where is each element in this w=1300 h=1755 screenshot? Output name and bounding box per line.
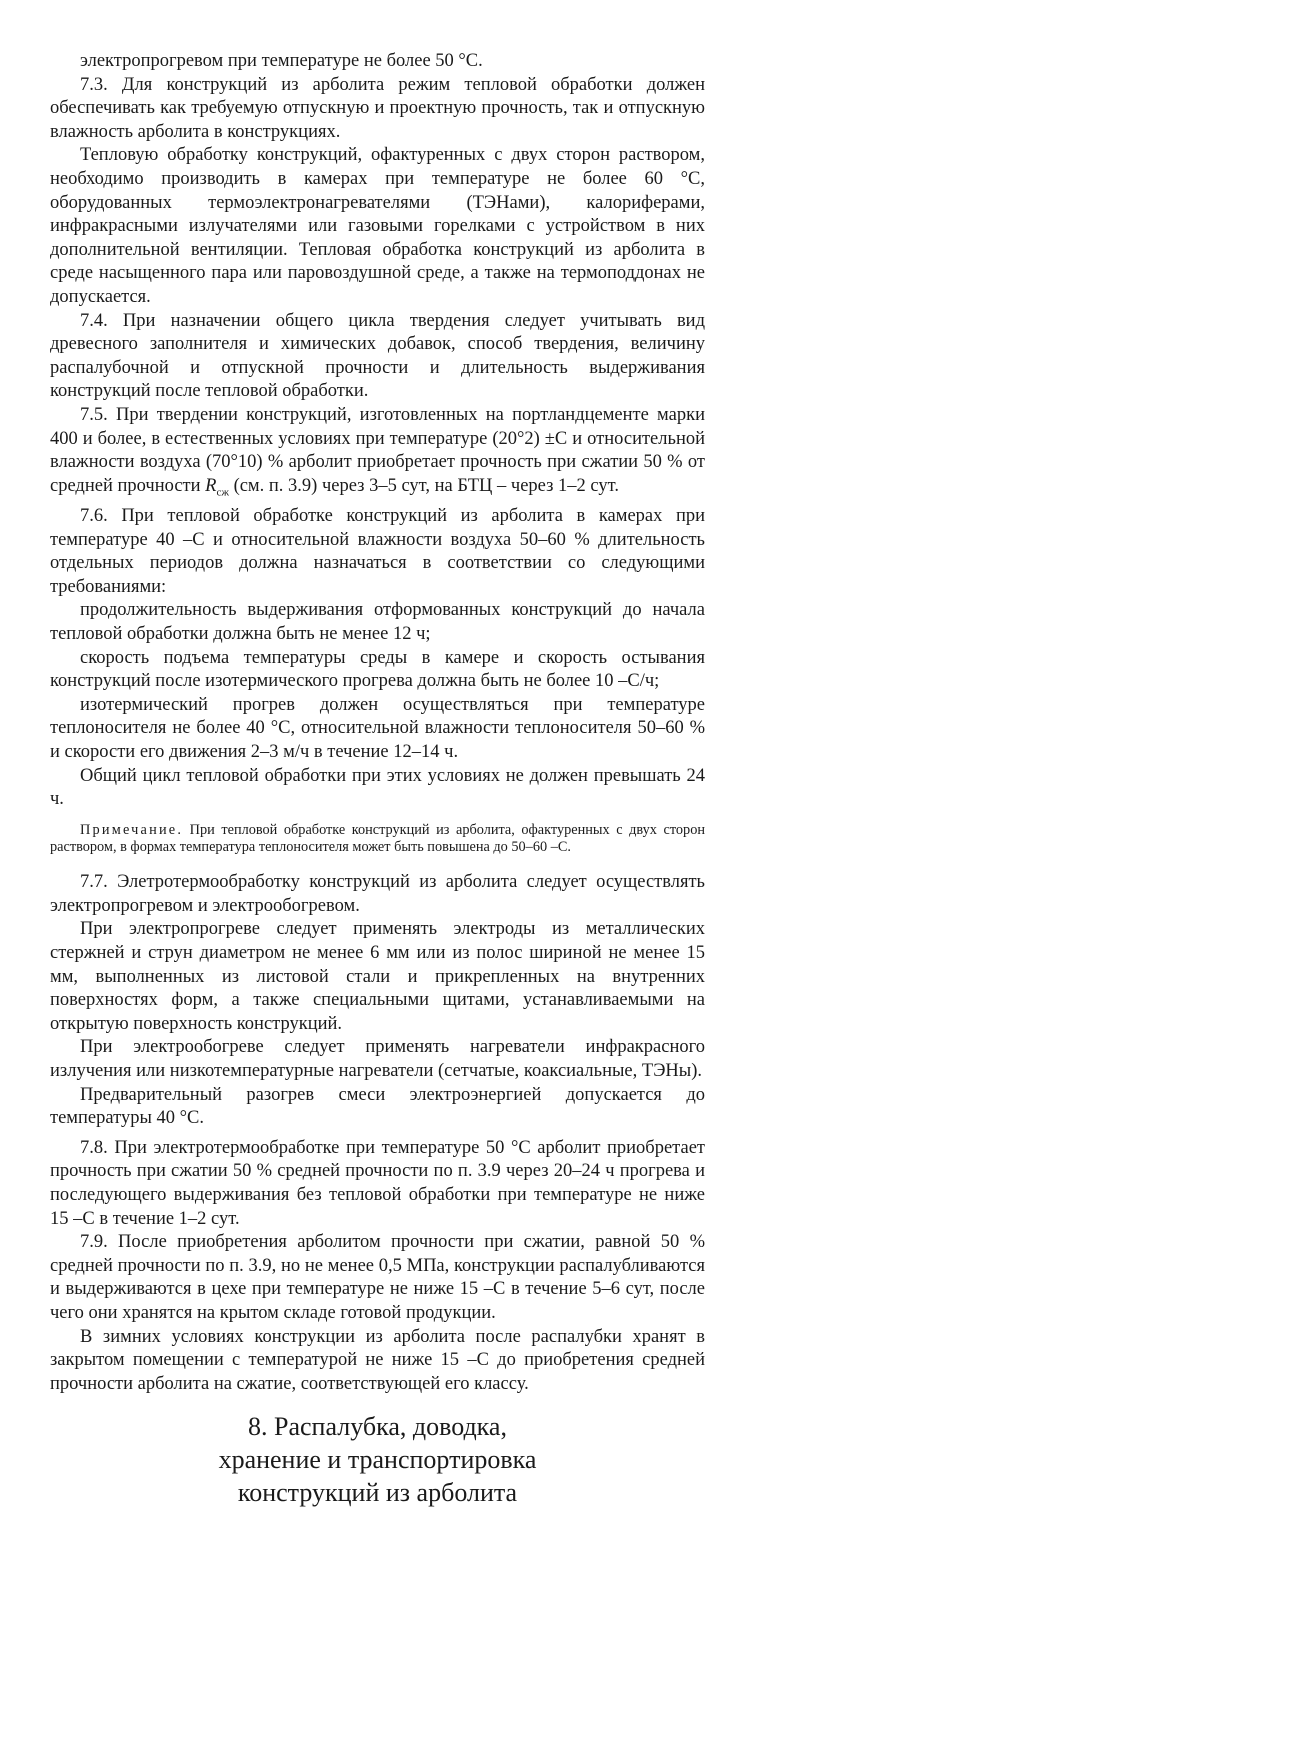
heading-line: хранение и транспортировка [218, 1445, 537, 1475]
paragraph: В зимних условиях конструкции из арболита после распалубки хранят в закрытом помещении с температурой не ниже 15 –С до приобретения средней прочности арболита на сжатие, соответствующей его классу. [50, 1326, 705, 1394]
note-text: При тепловой обработке конструкций из арболита, офактуренных с двух сторон раствором, в формах температура теплоносителя может быть повышена до 50–60 –С. [50, 821, 705, 856]
paragraph: Предварительный разогрев смеси электроэнергией допускается до температуры 40 °С. [50, 1084, 705, 1129]
list-item: изотермический прогрев должен осуществляться при температуре теплоносителя не более 40 °С, относительной влажности теплоносителя 50–60 % и скорости его движения 2–3 м/ч в течение 12–14 ч. [50, 694, 705, 762]
document-page [50, 50, 705, 1509]
heading-line: 8. Распалубка, доводка, [248, 1412, 507, 1442]
paragraph-text: (см. п. 3.9) через 3–5 сут, на БТЦ – через 1–2 сут. [228, 475, 619, 496]
paragraph-7-9: 7.9. После приобретения арболитом прочности при сжатии, равной 50 % средней прочности по п. 3.9, но не менее 0,5 МПа, конструкции распалубливаются и выдерживаются в цехе при температуре не ниже 15 –С в течение 5–6 сут, после чего они хранятся на крытом складе готовой продукции. [50, 1232, 705, 1323]
paragraph: При электропрогреве следует применять электроды из металлических стержней и струн диаметром не менее 6 мм или из полос шириной не менее 15 мм, выполненных из листовой стали и прикрепленных на внутренних поверхностях форм, а также специальными щитами, устанавливаемыми на открытую поверхность конструкций. [50, 919, 705, 1034]
paragraph-7-6: 7.6. При тепловой обработке конструкций из арболита в камерах при температуре 40 –С и относительной влажности воздуха 50–60 % длительность отдельных периодов должна назначаться в соответствии со следующими требованиями: [50, 505, 705, 597]
paragraph-text: 7.5. При твердении конструкций, изготовленных на портландцементе марки 400 и более, в естественных условиях при температуре (20°2) ±С и относительной влажности воздуха (70°10) % арболит приобретает прочность при сжатии 50 % от средней прочности [50, 404, 705, 496]
strength-subscript: сж [216, 486, 229, 499]
paragraph-7-5 [50, 404, 705, 505]
paragraph-7-3: 7.3. Для конструкций из арболита режим тепловой обработки должен обеспечивать как требуемую отпускную и проектную прочность, так и отпускную влажность арболита в конструкциях. [50, 74, 705, 142]
note-label: Примечание. [80, 821, 184, 838]
paragraph: электропрогревом при температуре не более 50 °С. [80, 51, 483, 71]
paragraph-7-8: 7.8. При электротермообработке при температуре 50 °С арболит приобретает прочность при сжатии 50 % средней прочности по п. 3.9 через 20–24 ч прогрева и последующего выдерживания без тепловой обработки при температуре не ниже 15 –С в течение 1–2 сут. [50, 1137, 705, 1229]
strength-symbol: R [205, 475, 217, 496]
list-item: скорость подъема температуры среды в камере и скорость остывания конструкций после изотермического прогрева должна быть не более 10 –С/ч; [50, 647, 705, 692]
paragraph: Общий цикл тепловой обработки при этих условиях не должен превышать 24 ч. [50, 765, 705, 810]
list-item: продолжительность выдерживания отформованных конструкций до начала тепловой обработки должна быть не менее 12 ч; [50, 600, 705, 644]
heading-line: конструкций из арболита [237, 1478, 518, 1508]
note [50, 822, 705, 858]
section-heading [50, 1410, 705, 1509]
paragraph: Тепловую обработку конструкций, офактуренных с двух сторон раствором, необходимо производить в камерах при температуре не более 60 °С, оборудованных термоэлектронагревателями (ТЭНами), калориферами, инфракрасными излучателями или газовыми горелками с устройством в них дополнительной вентиляции. Тепловая обработка конструкций из арболита в среде насыщенного пара или паровоздушной среде, а также на термоподдонах не допускается. [50, 145, 705, 307]
paragraph-7-7: 7.7. Элетротермообработку конструкций из арболита следует осуществлять электропрогревом и электрообогревом. [50, 872, 705, 916]
paragraph: При электрообогреве следует применять нагреватели инфракрасного излучения или низкотемпературные нагреватели (сетчатые, коаксиальные, ТЭНы). [50, 1037, 705, 1082]
paragraph-7-4: 7.4. При назначении общего цикла твердения следует учитывать вид древесного заполнителя и химических добавок, способ твердения, величину распалубочной и отпускной прочности и длительность выдерживания конструкций после тепловой обработки. [50, 310, 705, 402]
